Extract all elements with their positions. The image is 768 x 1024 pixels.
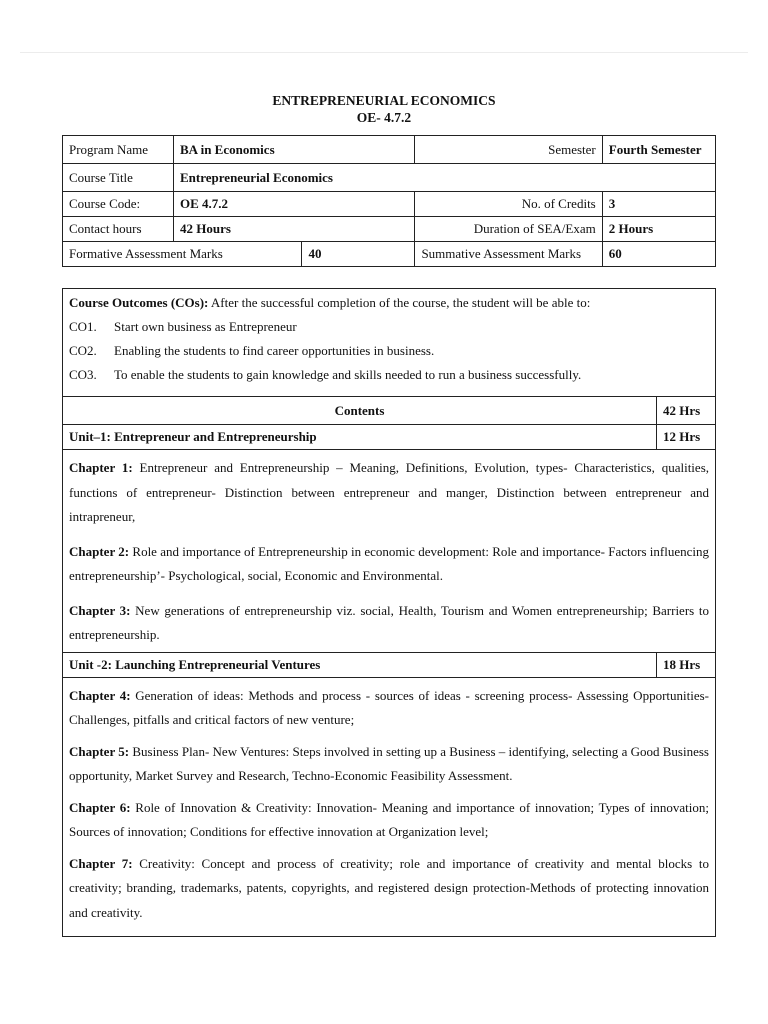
chapter-text: Role of Innovation & Creativity: Innovation- Meaning and importance of innovation; Types of innovation; Sources of innovation; Conditions for effective innovation at Organization level; <box>69 799 709 839</box>
chapter-7 <box>69 852 709 926</box>
outcomes-intro-text: After the successful completion of the course, the student will be able to: <box>208 295 591 310</box>
credits-value: 3 <box>602 192 715 217</box>
semester-label: Semester <box>415 136 602 164</box>
contents-header-row <box>63 397 716 425</box>
chapter-label: Chapter 5: <box>69 743 130 759</box>
semester-value: Fourth Semester <box>602 136 715 164</box>
chapter-text: Entrepreneur and Entrepreneurship – Meaning, Definitions, Evolution, types- Characteristics, qualities, functions of entrepreneur- Distinction between entrepreneur and manger, Distinction between entrepreneur and intrapreneur, <box>69 460 709 524</box>
duration-label: Duration of SEA/Exam <box>415 217 602 242</box>
outcome-item <box>69 367 709 383</box>
chapter-text: Role and importance of Entrepreneurship in economic development: Role and importance- Factors influencing entrepreneurship’- Psychological, social, Economic and Environmental. <box>69 543 710 583</box>
unit-1-title: Unit–1: Entrepreneur and Entrepreneurship <box>63 425 657 450</box>
page-top-rule <box>20 52 748 53</box>
unit-2-chapters <box>63 677 716 937</box>
chapter-text: Creativity: Concept and process of creativity; role and importance of creativity and mental blocks to creativity; branding, trademarks, patents, copyrights, and registered design protection-Methods of protecting innovation and creativity. <box>69 855 710 920</box>
chapter-1 <box>69 456 709 530</box>
course-code-heading: OE- 4.7.2 <box>356 110 412 125</box>
chapter-text: Generation of ideas: Methods and process - sources of ideas - screening process- Assessing Opportunities-Challenges, pitfalls and critical factors of new venture; <box>69 687 709 727</box>
credits-label: No. of Credits <box>415 192 602 217</box>
chapter-4 <box>69 684 709 733</box>
chapter-label: Chapter 4: <box>69 687 131 703</box>
outcome-item <box>69 319 709 335</box>
chapter-6 <box>69 796 709 845</box>
course-code-value: OE 4.7.2 <box>174 192 415 217</box>
course-outcomes <box>63 289 716 397</box>
unit-2-chapters-row <box>63 677 716 937</box>
course-content-table <box>62 288 716 937</box>
chapter-text: New generations of entrepreneurship viz. social, Health, Tourism and Women entrepreneurship; Barriers to entrepreneurship. <box>69 602 710 642</box>
outcome-id: CO3. <box>69 367 97 382</box>
unit-1-chapters-row <box>63 450 716 653</box>
outcome-text: Start own business as Entrepreneur <box>114 319 297 334</box>
duration-value: 2 Hours <box>602 217 715 242</box>
outcome-item <box>69 343 709 359</box>
info-row-hours <box>63 217 716 242</box>
info-row-program <box>63 136 716 164</box>
info-row-code <box>63 192 716 217</box>
outcome-id: CO2. <box>69 343 97 358</box>
outcomes-heading: Course Outcomes (COs): <box>69 295 209 310</box>
chapter-text: Business Plan- New Ventures: Steps involved in setting up a Business – identifying, selecting a Good Business opportunity, Market Survey and Research, Techno-Economic Feasibility Assessment. <box>69 743 709 783</box>
chapter-label: Chapter 6: <box>69 799 131 815</box>
course-heading: ENTREPRENEURIAL ECONOMICS <box>272 93 496 108</box>
outcomes-row <box>63 289 716 397</box>
contact-hours-value: 42 Hours <box>174 217 415 242</box>
chapter-label: Chapter 7: <box>69 855 133 871</box>
info-row-title <box>63 164 716 192</box>
document-header <box>0 92 768 126</box>
outcome-id: CO1. <box>69 319 97 334</box>
chapter-2 <box>69 540 709 589</box>
outcomes-intro <box>69 295 709 311</box>
contents-label: Contents <box>63 397 657 425</box>
unit-1-chapters <box>63 450 716 653</box>
formative-label: Formative Assessment Marks <box>63 242 302 267</box>
program-name-label: Program Name <box>63 136 174 164</box>
course-code-label: Course Code: <box>63 192 174 217</box>
chapter-5 <box>69 740 709 789</box>
unit-1-hours: 12 Hrs <box>657 425 716 450</box>
unit-2-hours: 18 Hrs <box>657 652 716 677</box>
unit-1-header-row <box>63 425 716 450</box>
course-info-table <box>62 135 716 267</box>
formative-value: 40 <box>302 242 415 267</box>
chapter-3 <box>69 599 709 648</box>
contact-hours-label: Contact hours <box>63 217 174 242</box>
summative-value: 60 <box>602 242 715 267</box>
outcome-text: Enabling the students to find career opportunities in business. <box>114 343 435 358</box>
unit-2-header-row <box>63 652 716 677</box>
outcome-text: To enable the students to gain knowledge and skills needed to run a business successfully. <box>114 367 582 382</box>
info-row-marks <box>63 242 716 267</box>
chapter-label: Chapter 1: <box>69 460 133 475</box>
contents-hours: 42 Hrs <box>657 397 716 425</box>
unit-2-title: Unit -2: Launching Entrepreneurial Ventures <box>63 652 657 677</box>
course-title-label: Course Title <box>63 164 174 192</box>
summative-label: Summative Assessment Marks <box>415 242 602 267</box>
program-name-value: BA in Economics <box>174 136 415 164</box>
chapter-label: Chapter 2: <box>69 543 130 559</box>
chapter-label: Chapter 3: <box>69 602 131 618</box>
course-title-value: Entrepreneurial Economics <box>174 164 716 192</box>
